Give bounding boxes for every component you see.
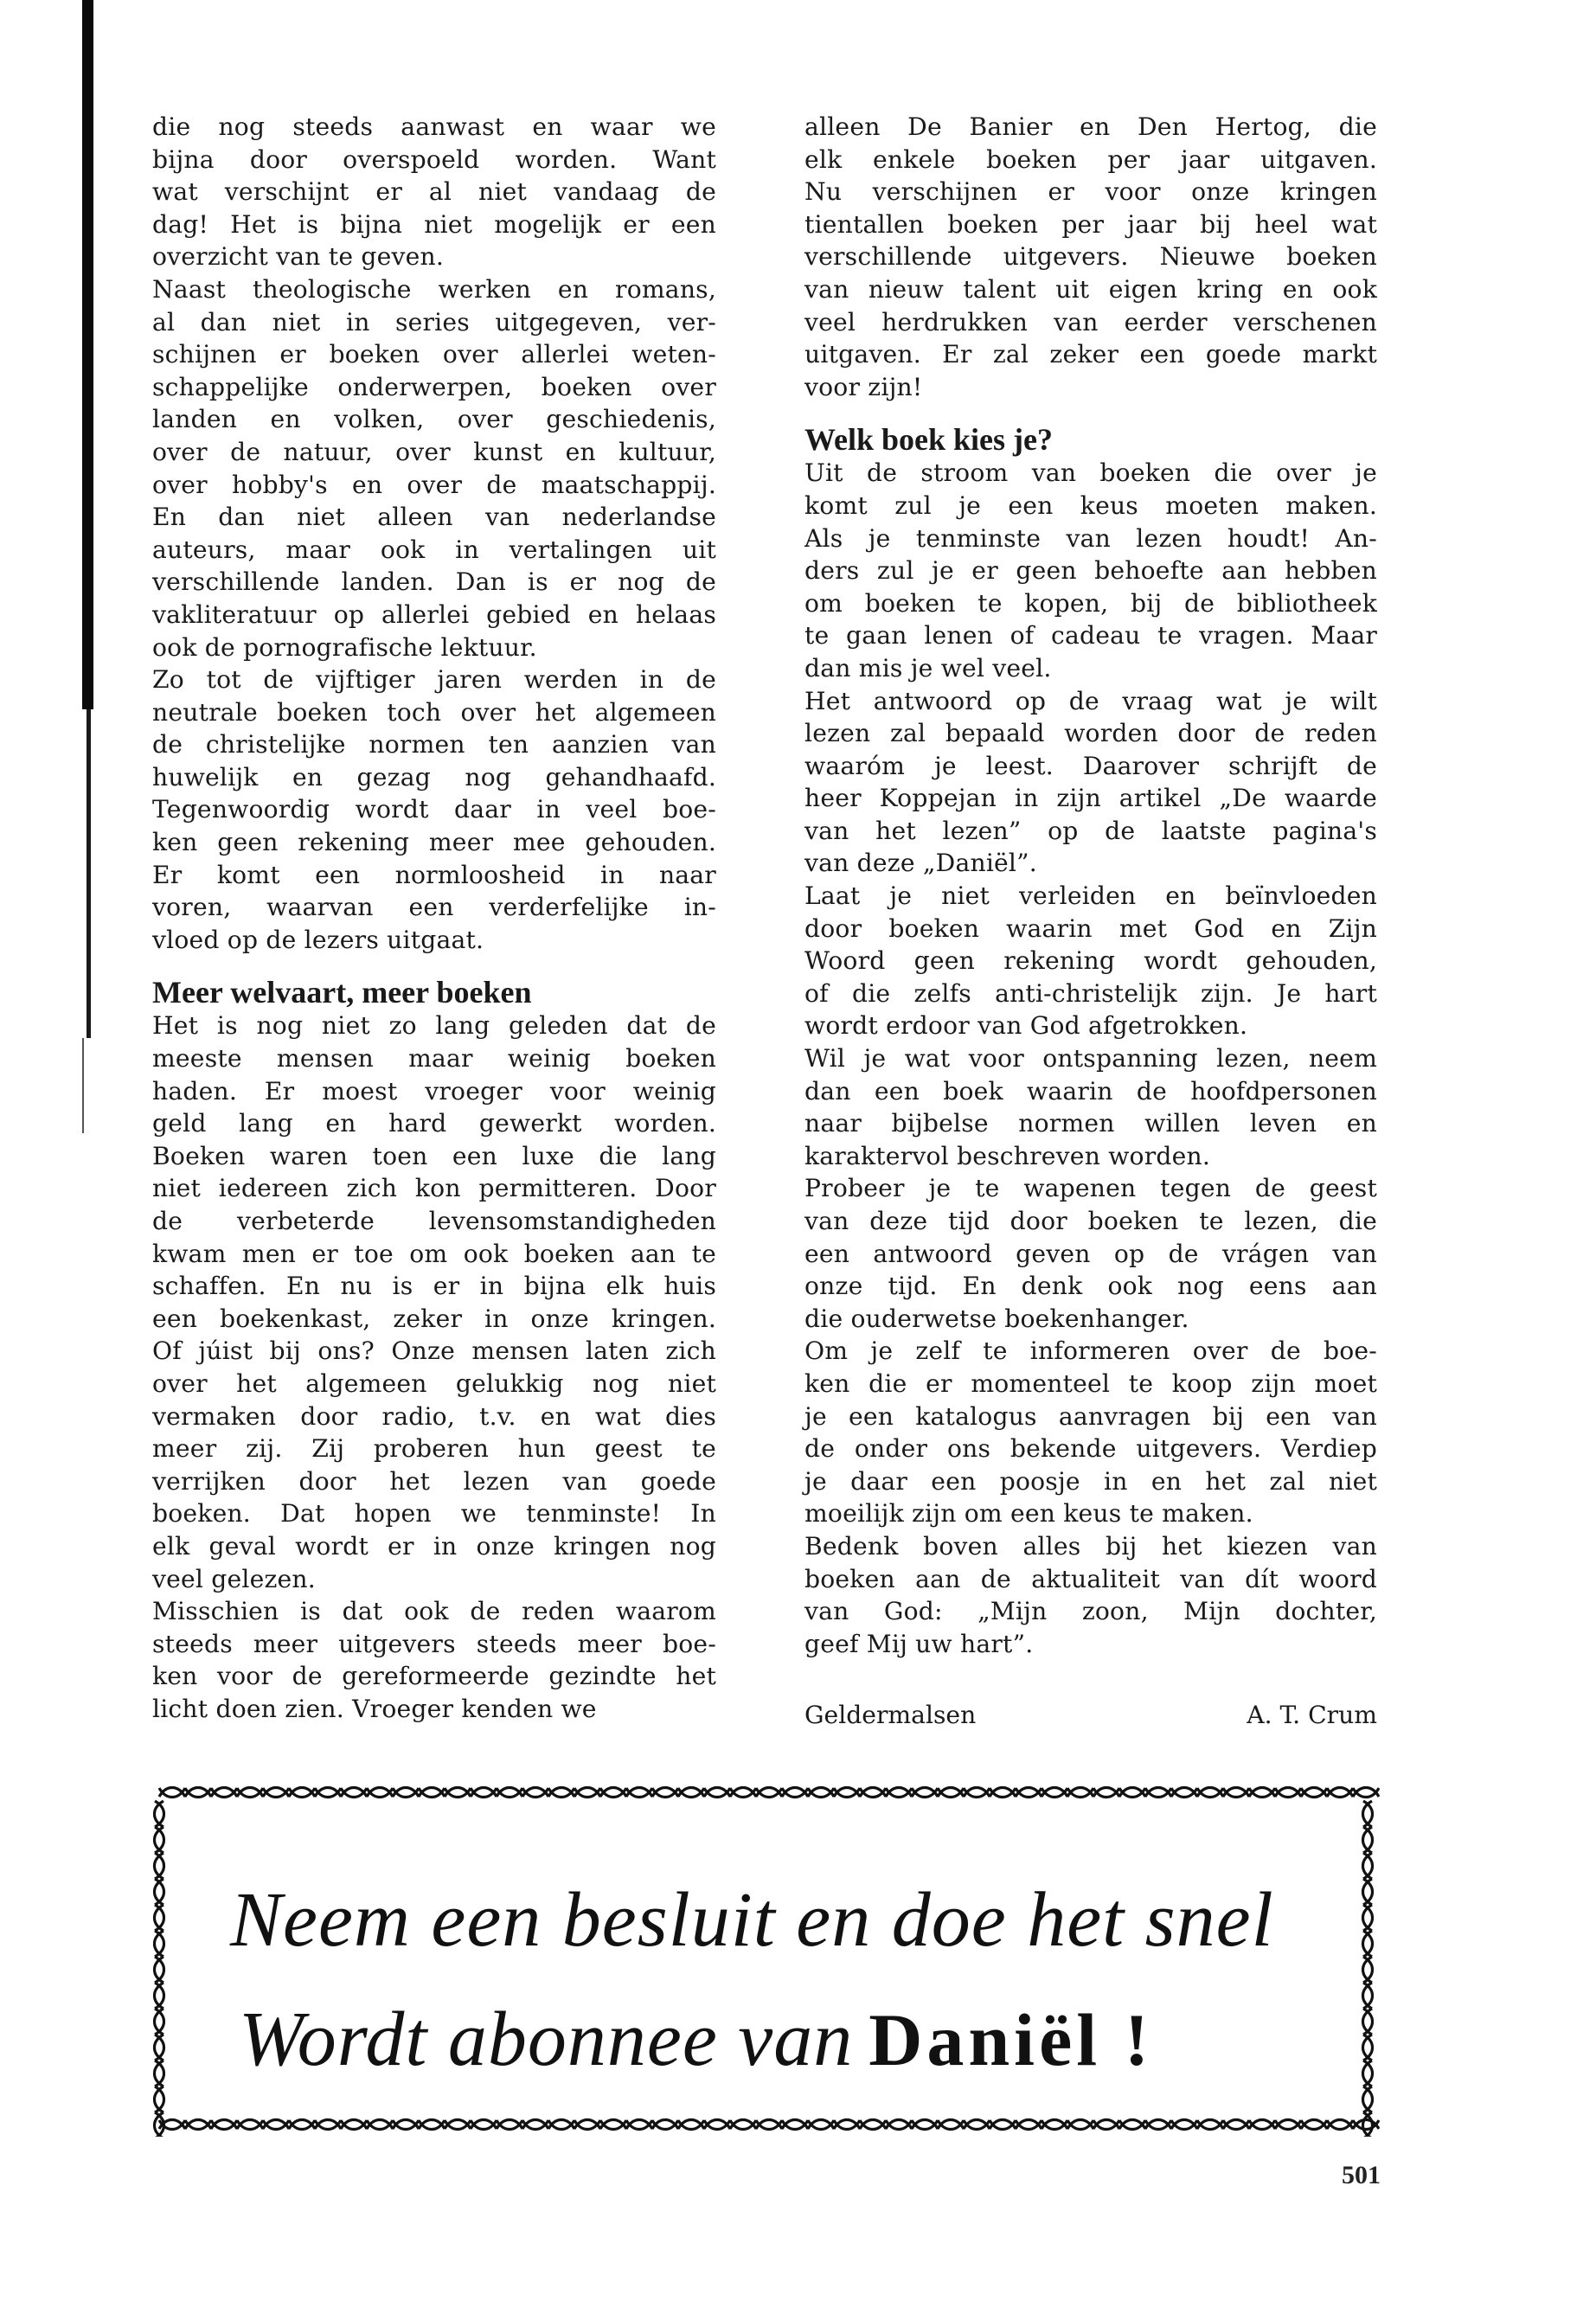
- text-line: boeken. Dat hopen we tenminste! In: [152, 1499, 716, 1529]
- text-line: naar bijbelse normen willen leven en: [804, 1109, 1377, 1138]
- page-number: 501: [1342, 2161, 1381, 2189]
- text-line: om boeken te kopen, bij de bibliotheek: [804, 588, 1377, 618]
- left-column: [152, 111, 716, 1726]
- text-line: een antwoord geven op de vrágen van: [804, 1239, 1377, 1268]
- section-heading-meer-welvaart: Meer welvaart, meer boeken: [152, 975, 532, 1010]
- text-line: van nieuw talent uit eigen kring en ook: [804, 274, 1377, 304]
- text-line: meer zij. Zij proberen hun geest te: [152, 1434, 716, 1464]
- text-line: steeds meer uitgevers steeds meer boe-: [152, 1629, 716, 1658]
- text-line: Zo tot de vijftiger jaren werden in de: [152, 665, 716, 695]
- right-column-paragraphs-2: [804, 457, 1377, 1660]
- right-column: [804, 111, 1377, 1660]
- text-line: Of júist bij ons? Onze mensen laten zich: [152, 1336, 716, 1366]
- text-line: verschillende uitgevers. Nieuwe boeken: [804, 242, 1377, 272]
- text-line: over de natuur, over kunst en kultuur,: [152, 437, 716, 466]
- text-line: Boeken waren toen een luxe die lang: [152, 1141, 716, 1170]
- text-line: overzicht van te geven.: [152, 242, 445, 272]
- text-line: van God: „Mijn zoon, Mijn dochter,: [804, 1597, 1377, 1626]
- text-line: meeste mensen maar weinig boeken: [152, 1044, 716, 1074]
- subscription-advertisement: [147, 1780, 1380, 2137]
- text-line: En dan niet alleen van nederlandse: [152, 503, 716, 532]
- text-line: heer Koppejan in zijn artikel „De waarde: [804, 784, 1377, 813]
- scan-edge-bar: [82, 1038, 84, 1133]
- text-line: over het algemeen gelukkig nog niet: [152, 1368, 716, 1398]
- text-line: schappelijke onderwerpen, boeken over: [152, 372, 716, 401]
- text-line: wat verschijnt er al niet vandaag de: [152, 177, 716, 207]
- text-line: karaktervol beschreven worden.: [804, 1141, 1211, 1170]
- text-line: voor zijn!: [804, 372, 923, 401]
- text-line: die ouderwetse boekenhanger.: [804, 1304, 1189, 1333]
- right-column-paragraphs: [804, 111, 1377, 403]
- text-line: uitgaven. Er zal zeker een goede markt: [804, 340, 1377, 369]
- text-line: Probeer je te wapenen tegen de geest: [804, 1174, 1377, 1203]
- scan-edge-bar: [87, 709, 91, 1038]
- text-line: dan mis je wel veel.: [804, 653, 1052, 683]
- text-line: Tegenwoordig wordt daar in veel boe-: [152, 795, 716, 824]
- left-column-paragraphs: [152, 111, 716, 956]
- text-line: licht doen zien. Vroeger kenden we: [152, 1694, 597, 1723]
- text-line: Woord geen rekening wordt gehouden,: [804, 946, 1377, 976]
- text-line: verrijken door het lezen van goede: [152, 1466, 716, 1496]
- text-line: ken die er momenteel te koop zijn moet: [804, 1368, 1377, 1398]
- text-line: voren, waarvan een verderfelijke in-: [152, 893, 716, 922]
- text-line: elk enkele boeken per jaar uitgaven.: [804, 144, 1377, 174]
- text-line: die nog steeds aanwast en waar we: [152, 112, 716, 141]
- text-line: geef Mij uw hart”.: [804, 1629, 1034, 1658]
- text-line: Er komt een normloosheid in naar: [152, 860, 716, 889]
- scan-edge-bar: [82, 0, 93, 709]
- text-line: Wil je wat voor ontspanning lezen, neem: [804, 1044, 1377, 1074]
- text-line: vakliteratuur op allerlei gebied en helaas: [152, 599, 716, 629]
- text-line: onze tijd. En denk ook nog eens aan: [804, 1272, 1377, 1301]
- text-line: van deze tijd door boeken te lezen, die: [804, 1207, 1377, 1235]
- text-line: schaffen. En nu is er in bijna elk huis: [152, 1272, 716, 1301]
- left-column-paragraphs-2: [152, 1009, 716, 1725]
- text-line: van het lezen” op de laatste pagina's: [804, 816, 1377, 845]
- paragraph-gap: [804, 403, 1377, 422]
- ad-slogan-line-1: Neem een besluit en doe het snel: [230, 1877, 1274, 1963]
- text-line: ken voor de gereformeerde gezindte het: [152, 1662, 716, 1691]
- text-line: auteurs, maar ook in vertalingen uit: [152, 535, 716, 564]
- text-line: Het is nog niet zo lang geleden dat de: [152, 1011, 716, 1041]
- text-line: Uit de stroom van boeken die over je: [804, 458, 1377, 488]
- text-line: Laat je niet verleiden en beïnvloeden: [804, 881, 1377, 911]
- text-line: de christelijke normen ten aanzien van: [152, 730, 716, 760]
- text-line: ken geen rekening meer mee gehouden.: [152, 828, 716, 857]
- text-line: dag! Het is bijna niet mogelijk er een: [152, 209, 716, 239]
- text-line: Als je tenminste van lezen houdt! An-: [804, 523, 1377, 553]
- text-line: alleen De Banier en Den Hertog, die: [804, 112, 1377, 141]
- text-line: waaróm je leest. Daarover schrijft de: [804, 751, 1377, 780]
- text-line: verschillende landen. Dan is er nog de: [152, 567, 716, 597]
- text-line: de verbeterde levensomstandigheden: [152, 1207, 716, 1235]
- text-line: of die zelfs anti-christelijk zijn. Je hart: [804, 978, 1377, 1008]
- text-line: landen en volken, over geschiedenis,: [152, 405, 716, 434]
- text-line: niet iedereen zich kon permitteren. Door: [152, 1174, 716, 1203]
- ad-brand-name: Daniël !: [869, 1998, 1154, 2081]
- text-line: kwam men er toe om ook boeken aan te: [152, 1239, 716, 1268]
- text-line: komt zul je een keus moeten maken.: [804, 490, 1377, 520]
- text-line: al dan niet in series uitgegeven, ver-: [152, 307, 716, 336]
- text-line: Nu verschijnen er voor onze kringen: [804, 177, 1377, 207]
- text-line: door boeken waarin met God en Zijn: [804, 913, 1377, 943]
- text-line: bijna door overspoeld worden. Want: [152, 144, 716, 174]
- text-line: ders zul je er geen behoefte aan hebben: [804, 556, 1377, 586]
- signature-place: Geldermalsen: [804, 1701, 977, 1729]
- text-line: schijnen er boeken over allerlei weten-: [152, 340, 716, 369]
- text-line: wordt erdoor van God afgetrokken.: [804, 1011, 1248, 1041]
- text-line: huwelijk en gezag nog gehandhaafd.: [152, 762, 716, 792]
- text-line: van deze „Daniël”.: [804, 849, 1037, 878]
- text-line: moeilijk zijn om een keus te maken.: [804, 1499, 1253, 1529]
- text-line: elk geval wordt er in onze kringen nog: [152, 1531, 716, 1561]
- text-line: boeken aan de aktualiteit van dít woord: [804, 1564, 1377, 1593]
- signature-author: A. T. Crum: [1247, 1701, 1377, 1729]
- text-line: veel herdrukken van eerder verschenen: [804, 307, 1377, 336]
- text-line: ook de pornografische lektuur.: [152, 632, 537, 662]
- text-line: over hobby's en over de maatschappij.: [152, 470, 716, 499]
- text-line: veel gelezen.: [152, 1564, 316, 1593]
- ad-slogan-line-2: [239, 1997, 1153, 2083]
- text-line: Bedenk boven alles bij het kiezen van: [804, 1531, 1377, 1561]
- text-line: Het antwoord op de vraag wat je wilt: [804, 686, 1377, 715]
- text-line: neutrale boeken toch over het algemeen: [152, 697, 716, 727]
- text-line: je een katalogus aanvragen bij een van: [804, 1401, 1377, 1431]
- text-line: te gaan lenen of cadeau te vragen. Maar: [804, 621, 1377, 651]
- text-line: vloed op de lezers uitgaat.: [152, 925, 484, 954]
- text-line: dan een boek waarin de hoofdpersonen: [804, 1076, 1377, 1106]
- text-line: haden. Er moest vroeger voor weinig: [152, 1076, 716, 1106]
- section-heading-welk-boek: Welk boek kies je?: [804, 422, 1054, 458]
- text-line: Naast theologische werken en romans,: [152, 274, 716, 304]
- text-line: Misschien is dat ook de reden waarom: [152, 1597, 716, 1626]
- text-line: Om je zelf te informeren over de boe-: [804, 1336, 1377, 1366]
- text-line: een boekenkast, zeker in onze kringen.: [152, 1304, 716, 1333]
- text-line: vermaken door radio, t.v. en wat dies: [152, 1401, 716, 1431]
- signature-line: [804, 1699, 1377, 1732]
- text-line: de onder ons bekende uitgevers. Verdiep: [804, 1434, 1377, 1464]
- text-line: tientallen boeken per jaar bij heel wat: [804, 209, 1377, 239]
- text-line: geld lang en hard gewerkt worden.: [152, 1109, 716, 1138]
- text-line: lezen zal bepaald worden door de reden: [804, 719, 1377, 748]
- text-line: je daar een poosje in en het zal niet: [804, 1466, 1377, 1496]
- ad-slogan-prefix: Wordt abonnee van: [239, 1997, 854, 2082]
